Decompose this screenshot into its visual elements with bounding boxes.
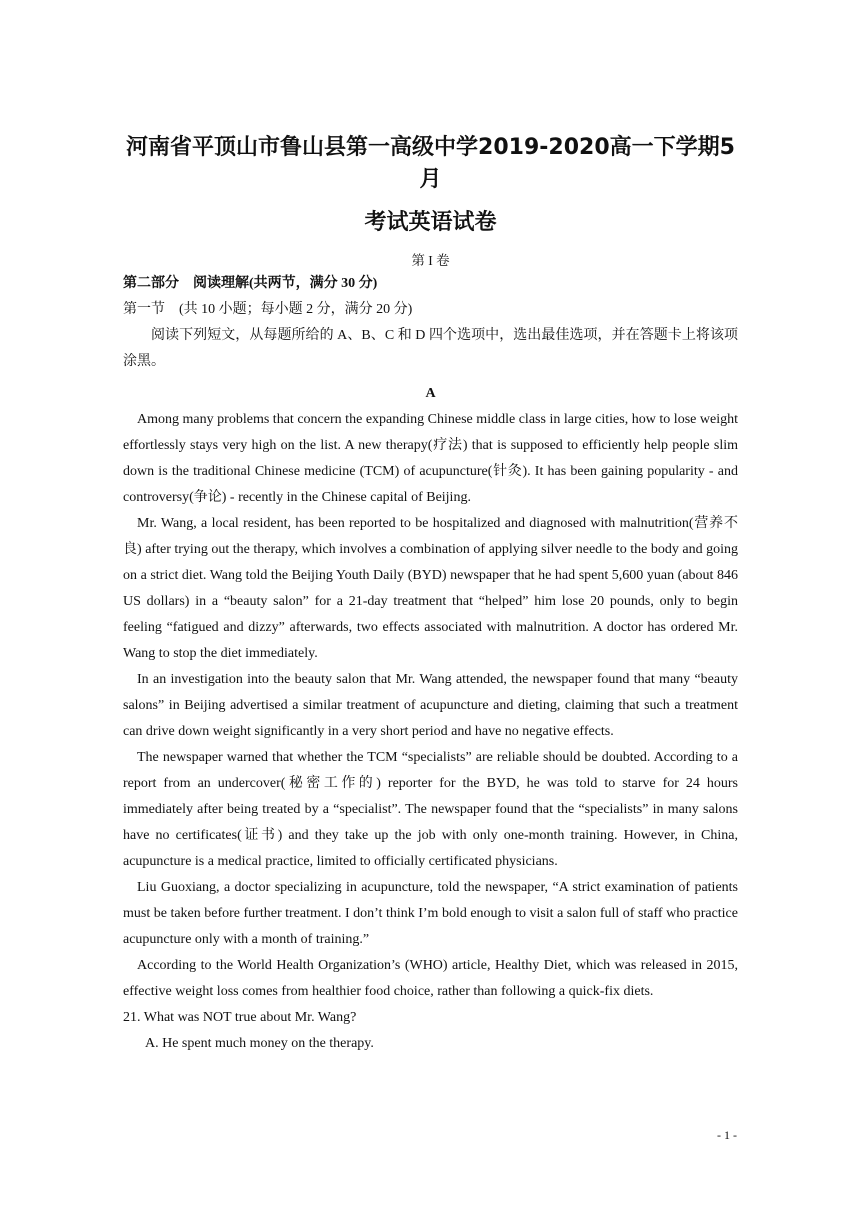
- title-line-2: 考试英语试卷: [364, 210, 497, 235]
- subsection-heading: 第一节 (共 10 小题；每小题 2 分，满分 20 分): [123, 302, 413, 317]
- passage-paragraph: The newspaper warned that whether the TCM “specialists” are reliable should be doubted. According to a report from an undercover(秘密工作的) reporter for the BYD, he was told to starve for 24 hours immediately after being treated by a “specialist”. The newspaper found that the “specialists” in many salons have no certificates(证书) and they take up the job with only one-month training. However, in China, acupuncture is a medical practice, limited to officially certificated physicians.: [123, 750, 738, 869]
- instruction-text: 阅读下列短文，从每题所给的 A、B、C 和 D 四个选项中，选出最佳选项，并在答题卡上将该项涂黑。: [123, 328, 738, 369]
- passage-paragraph: Liu Guoxiang, a doctor specializing in acupuncture, told the newspaper, “A strict examination of patients must be taken before further treatment. I don’t think I’m bold enough to visit a salon full of staff who practice acupuncture only with a month of training.”: [123, 880, 738, 947]
- passage-paragraph: In an investigation into the beauty salon that Mr. Wang attended, the newspaper found that many “beauty salons” in Beijing advertised a similar treatment of acupuncture and dieting, claiming that such a treatment can drive down weight significantly in a very short period and have no negative effects.: [123, 672, 738, 739]
- page-number: - 1 -: [717, 1128, 737, 1142]
- question-21: 21. What was NOT true about Mr. Wang?: [123, 1010, 357, 1025]
- passage-letter: A: [425, 386, 436, 401]
- section-heading: 第二部分 阅读理解(共两节，满分 30 分): [123, 276, 378, 291]
- volume-label: 第 I 卷: [411, 253, 450, 268]
- passage-paragraph: Among many problems that concern the expanding Chinese middle class in large cities, how to lose weight effortlessly stays very high on the list. A new therapy(疗法) that is supposed to efficiently help people slim down is the traditional Chinese medicine (TCM) of acupuncture(针灸). It has been gaining popularity - and controversy(争论) - recently in the Chinese capital of Beijing.: [123, 412, 738, 505]
- passage-paragraph: According to the World Health Organization’s (WHO) article, Healthy Diet, which was released in 2015, effective weight loss comes from healthier food choice, rather than following a quick-fix diets.: [123, 958, 738, 999]
- question-21-option-a: A. He spent much money on the therapy.: [145, 1036, 374, 1051]
- passage-paragraph: Mr. Wang, a local resident, has been reported to be hospitalized and diagnosed with malnutrition(营养不良) after trying out the therapy, which involves a combination of applying silver needle to the body and going on a strict diet. Wang told the Beijing Youth Daily (BYD) newspaper that he had spent 5,600 yuan (about 846 US dollars) in a “beauty salon” for a 21-day treatment that “helped” him lose 20 pounds, only to begin feeling “fatigued and dizzy” afterwards, two effects associated with malnutrition. A doctor has ordered Mr. Wang to stop the diet immediately.: [123, 516, 738, 661]
- title-line-1: 河南省平顶山市鲁山县第一高级中学2019-2020高一下学期5月: [126, 135, 735, 192]
- page-content: [123, 132, 738, 1057]
- document-title: [123, 132, 738, 239]
